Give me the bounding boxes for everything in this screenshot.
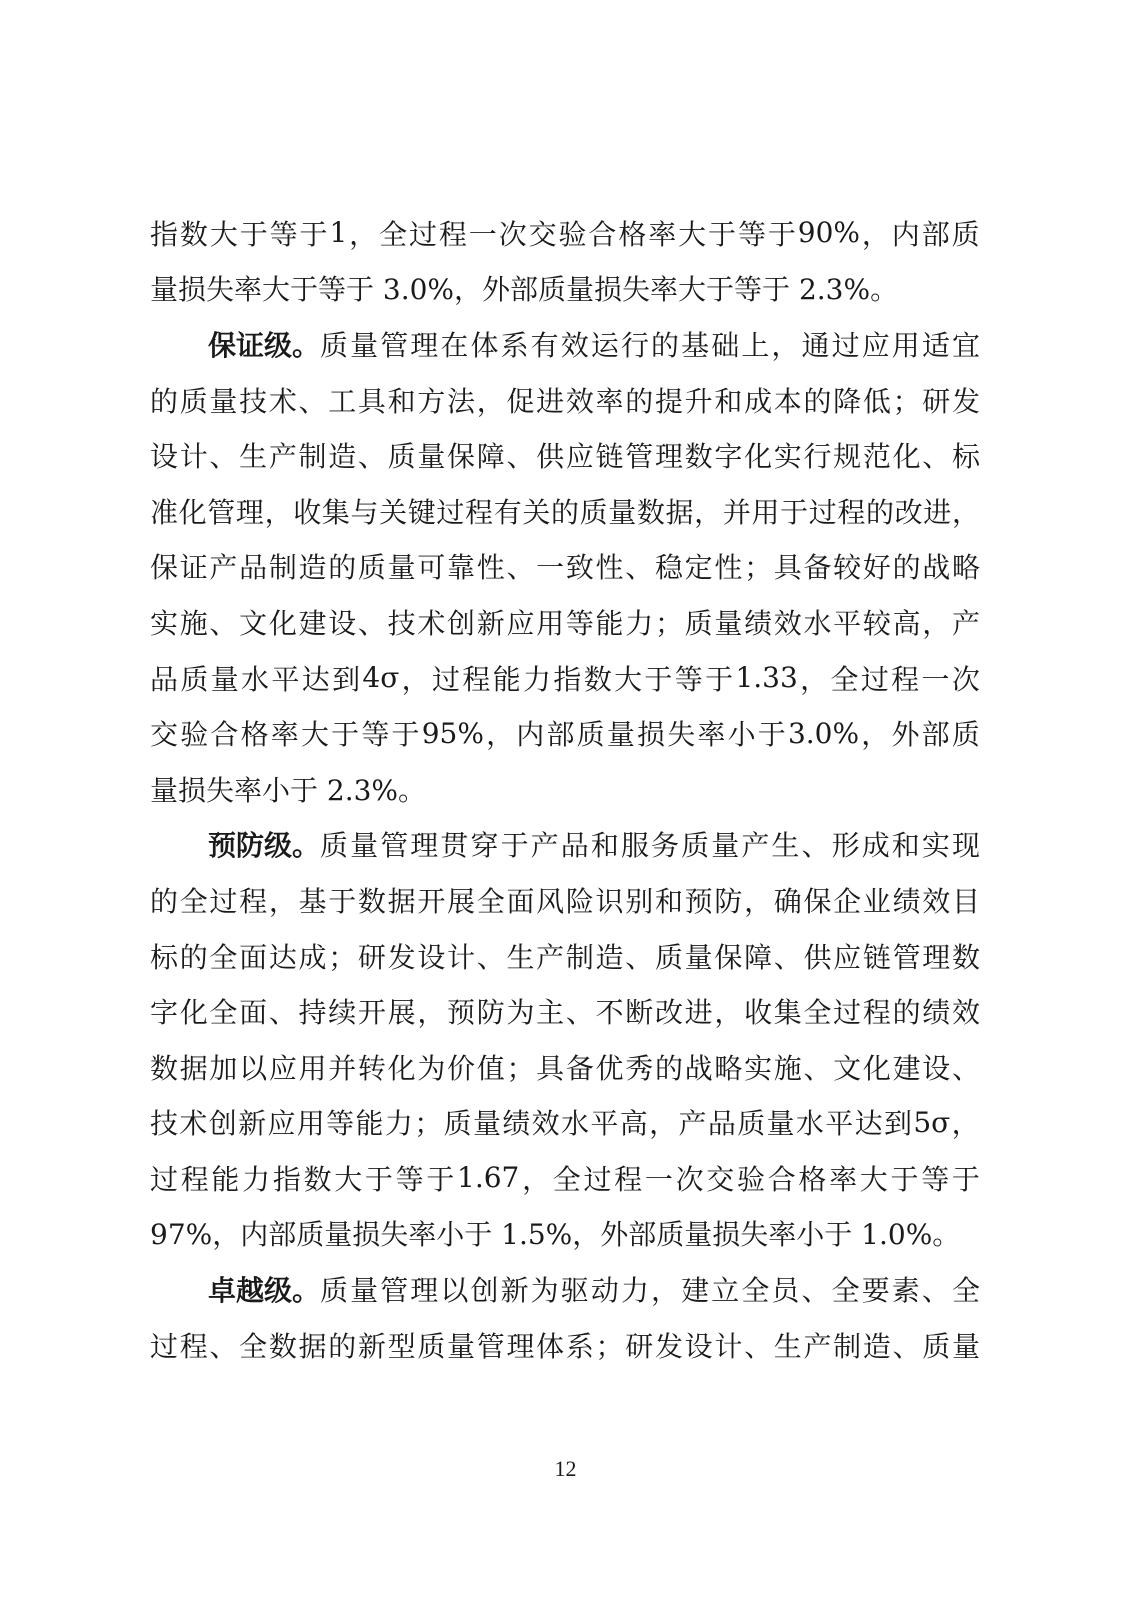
text-line: 量损失率小于 2.3%。 [150, 773, 427, 807]
text-line: 的 全 过 程 ， 基 于 数 据 开 展 全 面 风 险 识 别 和 预 防 ， 确 保 企 业 绩 效 目 [150, 884, 980, 918]
text-line: 准 化 管 理 ， 收 集 与 关 键 过 程 有 关 的 质 量 数 据 ， 并 用 于 过 程 的 改 进 ， [150, 495, 980, 529]
text-line: 量损失率大于等于 3.0%，外部质量损失率大于等于 2.3%。 [150, 273, 899, 307]
text-line: 交 验 合 格 率 大 于 等 于 95% ， 内 部 质 量 损 失 率 小 于 3.0% ， 外 部 质 [150, 716, 980, 752]
page-number: 12 [554, 1456, 577, 1481]
text-line: 设 计 、 生 产 制 造 、 质 量 保 障 、 供 应 链 管 理 数 字 化 实 行 规 范 化 、 标 [150, 440, 980, 474]
text-line: 保 证 产 品 制 造 的 质 量 可 靠 性 、 一 致 性 、 稳 定 性 ； 具 备 较 好 的 战 略 [150, 551, 980, 585]
text-line: 技 术 创 新 应 用 等 能 力 ； 质 量 绩 效 水 平 高 ， 产 品 质 量 水 平 达 到 5σ ， [150, 1105, 980, 1141]
paragraph-heading: 预防级。 [208, 829, 321, 863]
text-line: 指 数 大 于 等 于 1 ， 全 过 程 一 次 交 验 合 格 率 大 于 等 于 90% ， 内 部 质 [150, 216, 980, 251]
text-line: 过 程 能 力 指 数 大 于 等 于 1.67 ， 全 过 程 一 次 交 验 合 格 率 大 于 等 于 [150, 1161, 980, 1196]
paragraph-text: 质 量 管 理 以 创 新 为 驱 动 力 ， 建 立 全 员 、 全 要 素 、 全 [320, 1274, 980, 1308]
paragraph-first-line [150, 316, 980, 372]
text-line: 过 程 、 全 数 据 的 新 型 质 量 管 理 体 系 ； 研 发 设 计 、 生 产 制 造 、 质 量 [150, 1329, 980, 1363]
text-line: 的 质 量 技 术 、 工 具 和 方 法 ， 促 进 效 率 的 提 升 和 成 本 的 降 低 ； 研 发 [150, 384, 980, 418]
paragraph-first-line [150, 817, 980, 873]
text-line: 数 据 加 以 应 用 并 转 化 为 价 值 ； 具 备 优 秀 的 战 略 实 施 、 文 化 建 设 、 [150, 1051, 980, 1085]
text-line: 实 施 、 文 化 建 设 、 技 术 创 新 应 用 等 能 力 ； 质 量 绩 效 水 平 较 高 ， 产 [150, 606, 980, 640]
text-line: 品 质 量 水 平 达 到 4σ ， 过 程 能 力 指 数 大 于 等 于 1.33 ， 全 过 程 一 次 [150, 661, 980, 696]
text-line: 字 化 全 面 、 持 续 开 展 ， 预 防 为 主 、 不 断 改 进 ， 收 集 全 过 程 的 绩 效 [150, 996, 980, 1030]
paragraph-text: 质 量 管 理 贯 穿 于 产 品 和 服 务 质 量 产 生 、 形 成 和 实 现 [320, 829, 980, 863]
paragraph-first-line [150, 1261, 980, 1317]
document-body [150, 205, 980, 1372]
text-line: 97%，内部质量损失率小于 1.5%，外部质量损失率小于 1.0%。 [150, 1218, 961, 1252]
paragraph-text: 质 量 管 理 在 体 系 有 效 运 行 的 基 础 上 ， 通 过 应 用 适 宜 [320, 328, 980, 362]
text-line: 标 的 全 面 达 成 ； 研 发 设 计 、 生 产 制 造 、 质 量 保 障 、 供 应 链 管 理 数 [150, 940, 980, 974]
paragraph-heading: 保证级。 [208, 328, 321, 362]
paragraph-heading: 卓越级。 [208, 1274, 321, 1308]
